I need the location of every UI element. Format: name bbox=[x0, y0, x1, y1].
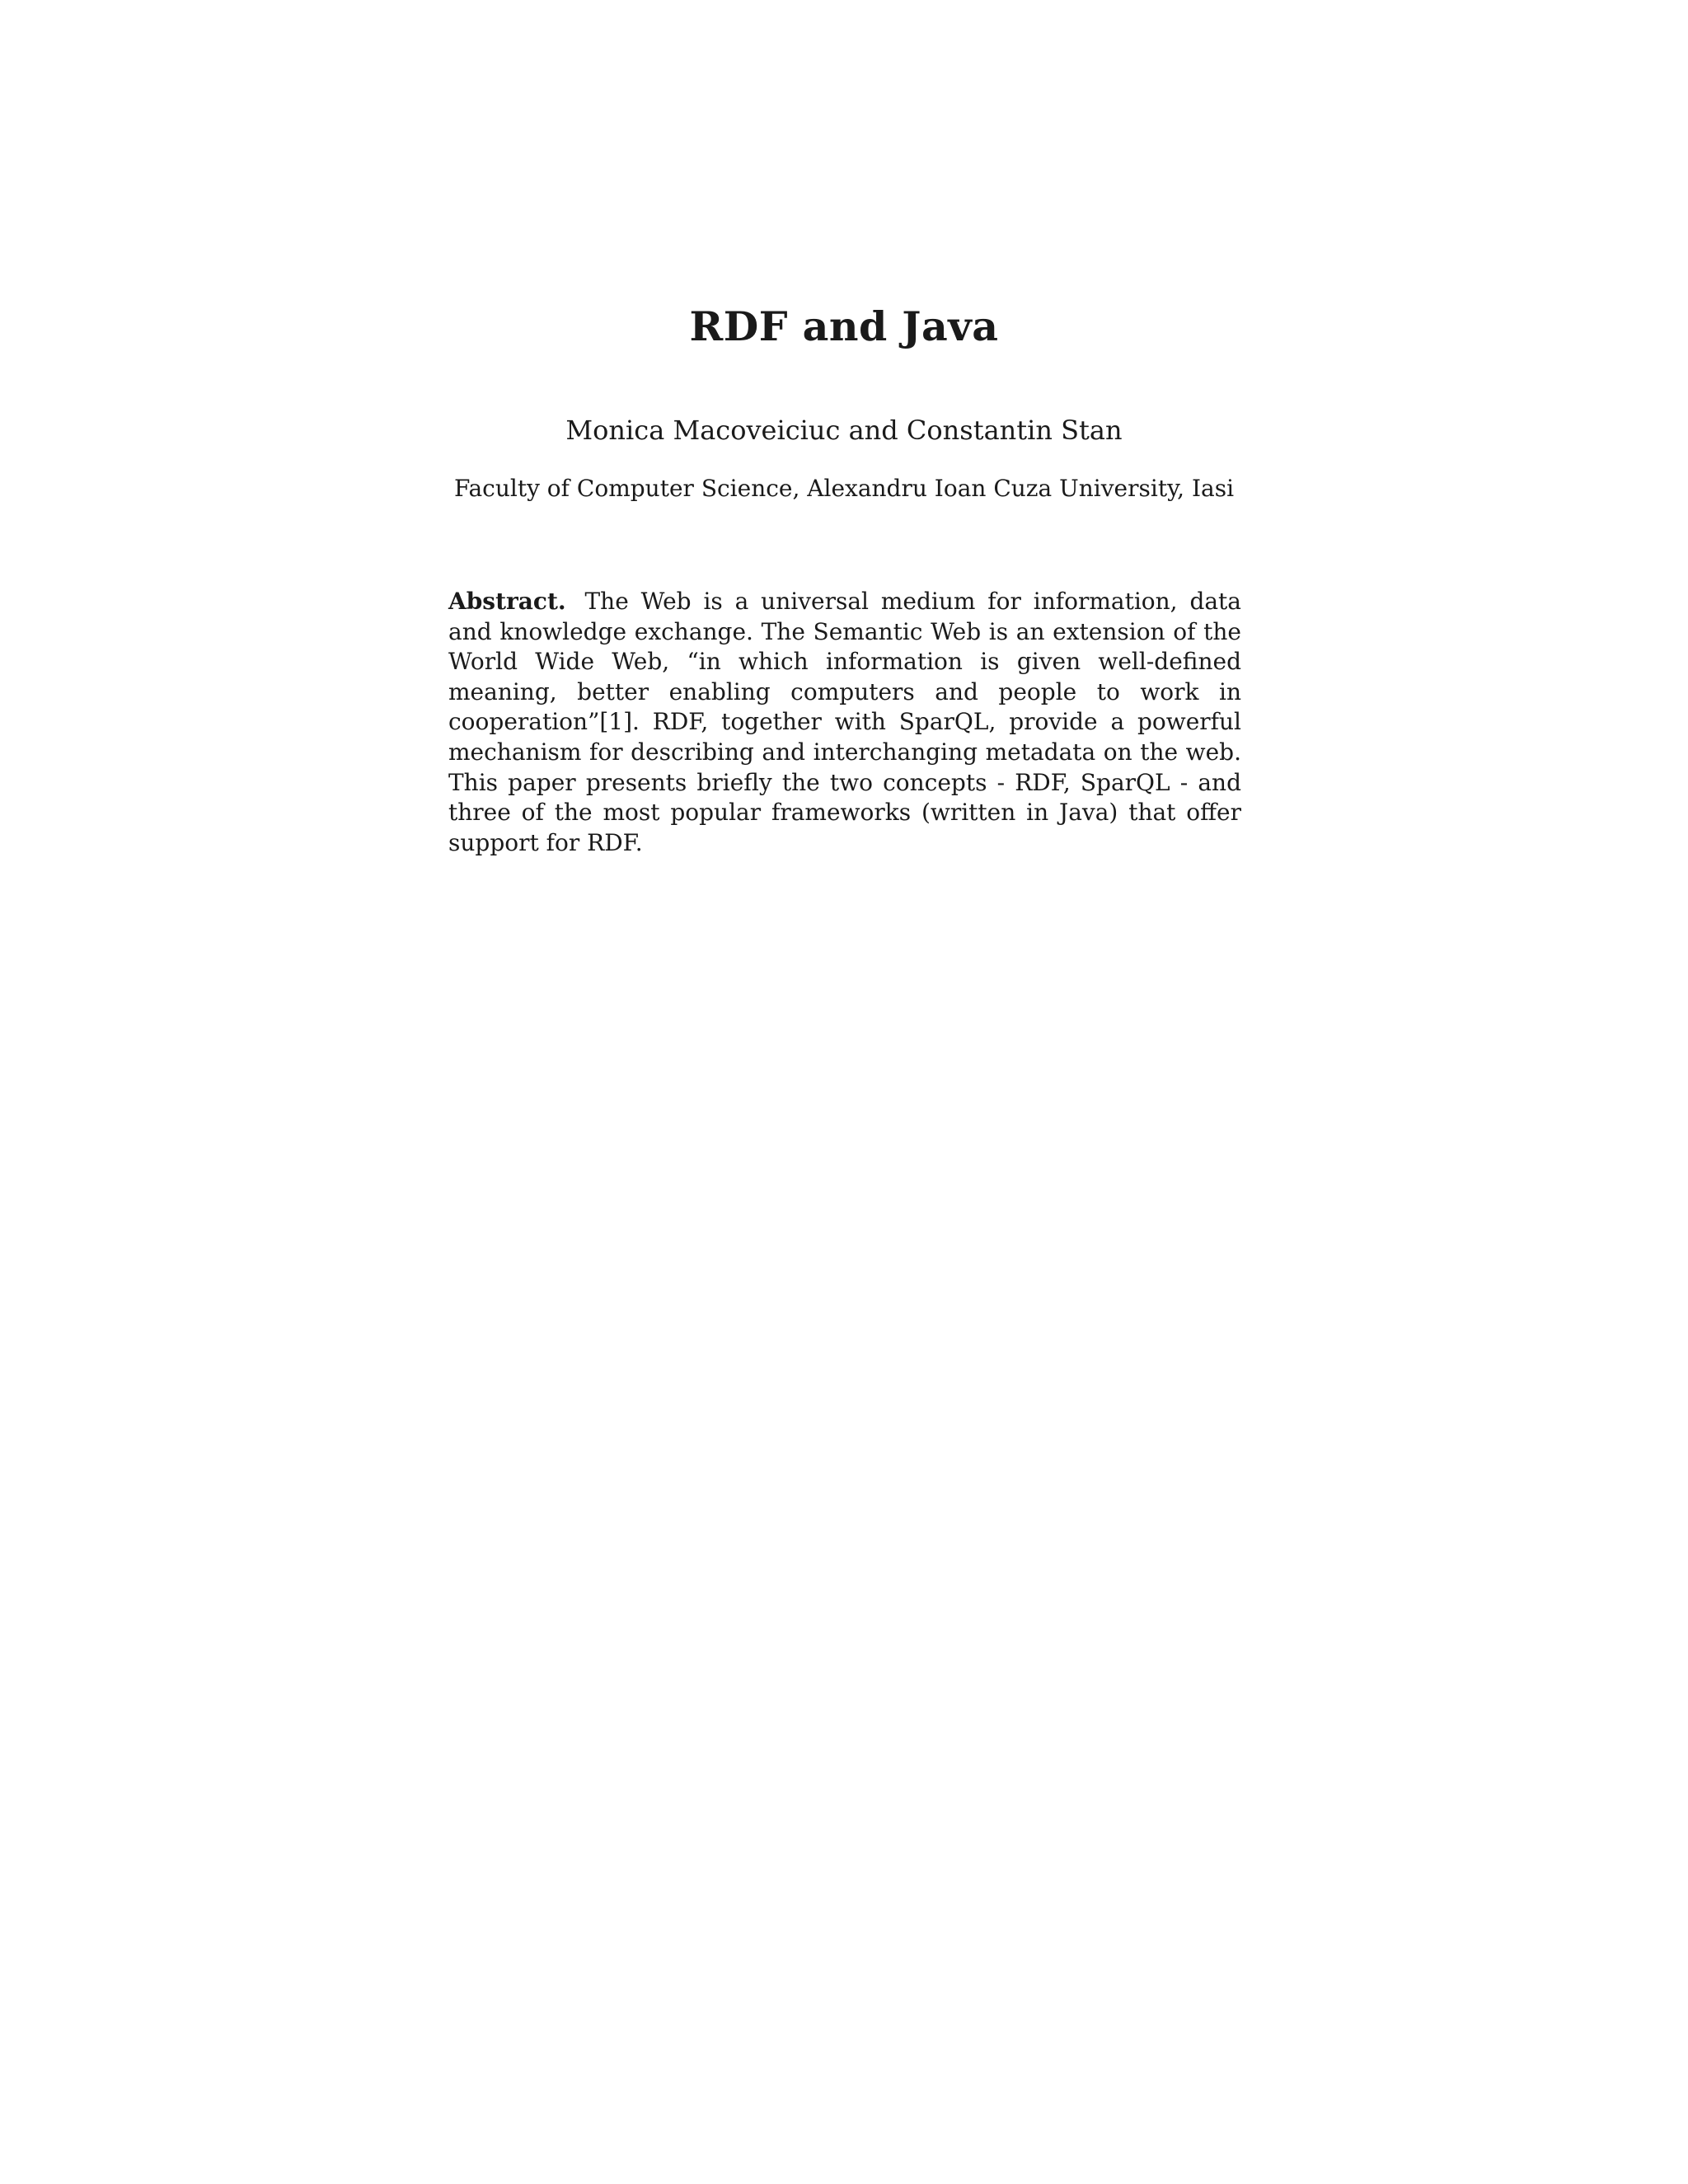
author-list: Monica Macoveiciuc and Constantin Stan bbox=[565, 415, 1123, 446]
paper-title: RDF and Java bbox=[689, 302, 999, 350]
abstract-section bbox=[448, 587, 1241, 858]
abstract-text: The Web is a universal medium for information, data and knowledge exchange. The Semantic Web is an extension of the World Wide Web, “in which information is given well-defined meaning, better enabling computers and people to work in cooperation”[1]. RDF, together with SparQL, provide a powerful mechanism for describing and interchanging metadata on the web. This paper presents briefly the two concepts - RDF, SparQL - and three of the most popular frameworks (written in Java) that offer support for RDF. bbox=[448, 588, 1241, 856]
author-affiliation: Faculty of Computer Science, Alexandru Ioan Cuza University, Iasi bbox=[453, 475, 1235, 502]
abstract-label: Abstract. bbox=[448, 588, 566, 615]
